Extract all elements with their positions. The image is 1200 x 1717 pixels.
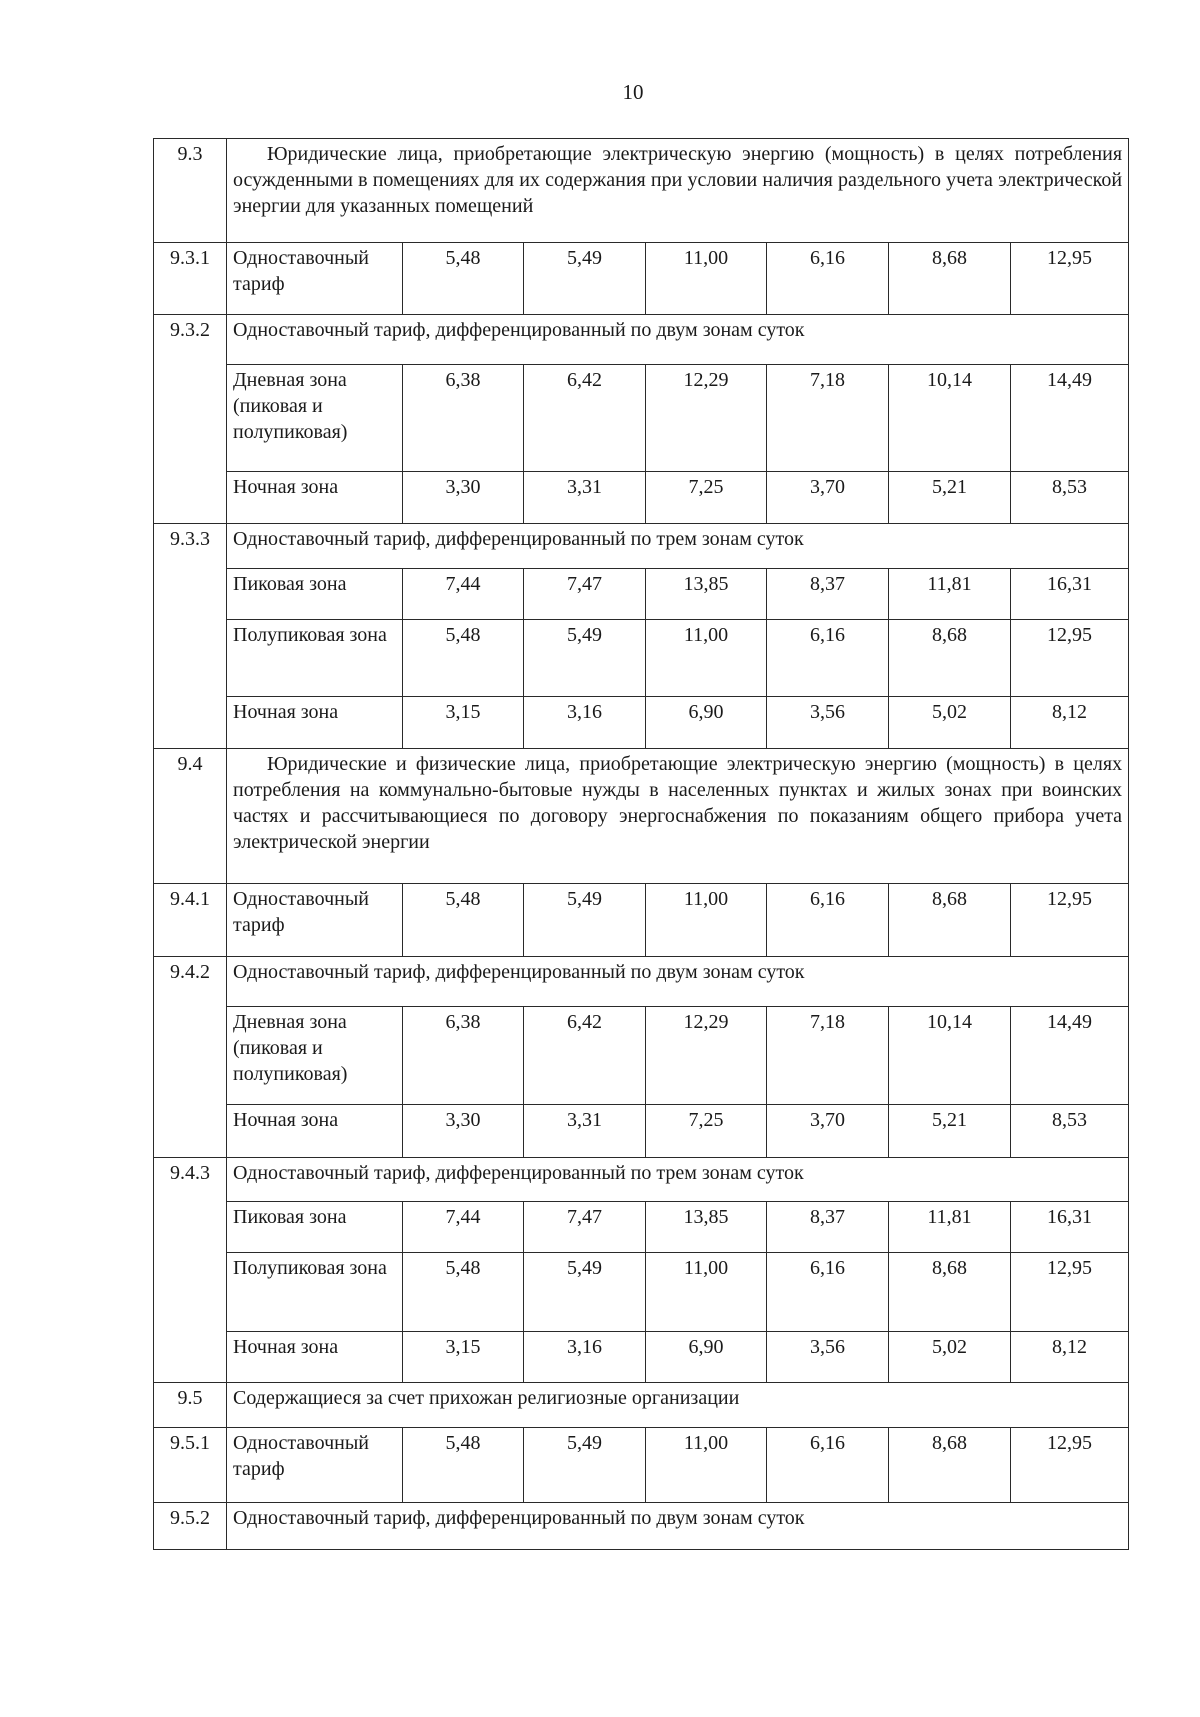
value-cell: 11,81 [889,569,1011,620]
table-row [154,697,1129,749]
value-cell: 6,16 [767,1253,889,1332]
value-cell: 5,49 [524,620,646,697]
value-cell: 8,68 [889,243,1011,315]
value-cell: 7,47 [524,1202,646,1253]
table-row [154,1202,1129,1253]
value-cell: 7,47 [524,569,646,620]
value-cell: 6,16 [767,884,889,957]
value-cell: 5,49 [524,884,646,957]
value-cell: 8,68 [889,1253,1011,1332]
row-code: 9.3.2 [154,315,227,524]
value-cell: 8,37 [767,1202,889,1253]
subheading-row [154,957,1129,1007]
value-cell: 5,49 [524,243,646,315]
table-row [154,1332,1129,1383]
row-label: Ночная зона [227,472,403,524]
value-cell: 10,14 [889,365,1011,472]
value-cell: 11,81 [889,1202,1011,1253]
value-cell: 6,16 [767,1428,889,1503]
value-cell: 5,49 [524,1428,646,1503]
section-title: Юридические лица, приобретающие электрическую энергию (мощность) в целях потребления осужденными в помещениях для их содержания при условии наличия раздельного учета электрической энергии для указанных помещений [227,139,1129,243]
value-cell: 11,00 [646,620,767,697]
value-cell: 11,00 [646,243,767,315]
value-cell: 3,16 [524,697,646,749]
value-cell: 11,00 [646,884,767,957]
row-label: Пиковая зона [227,1202,403,1253]
value-cell: 16,31 [1011,569,1129,620]
value-cell: 3,30 [403,472,524,524]
value-cell: 6,16 [767,620,889,697]
row-label: Пиковая зона [227,569,403,620]
table-row [154,1253,1129,1332]
table-row [154,472,1129,524]
value-cell: 6,42 [524,1007,646,1105]
table-row [154,1105,1129,1158]
value-cell: 3,31 [524,1105,646,1158]
value-cell: 3,70 [767,472,889,524]
row-label: Полупиковая зона [227,620,403,697]
value-cell: 6,90 [646,1332,767,1383]
value-cell: 12,95 [1011,243,1129,315]
page-number: 10 [622,80,644,104]
table-row [154,1428,1129,1503]
value-cell: 3,16 [524,1332,646,1383]
value-cell: 6,38 [403,1007,524,1105]
value-cell: 3,56 [767,697,889,749]
value-cell: 5,21 [889,472,1011,524]
value-cell: 8,53 [1011,1105,1129,1158]
value-cell: 8,68 [889,884,1011,957]
value-cell: 3,15 [403,1332,524,1383]
value-cell: 5,48 [403,1253,524,1332]
value-cell: 3,70 [767,1105,889,1158]
subheading: Одноставочный тариф, дифференцированный по двум зонам суток [227,957,1129,1007]
value-cell: 12,29 [646,365,767,472]
section-title: Содержащиеся за счет прихожан религиозные организации [227,1383,1129,1428]
value-cell: 11,00 [646,1253,767,1332]
value-cell: 7,18 [767,1007,889,1105]
subheading: Одноставочный тариф, дифференцированный по двум зонам суток [227,1503,1129,1550]
row-code: 9.4.1 [154,884,227,957]
row-label: Ночная зона [227,1105,403,1158]
subheading-row [154,315,1129,365]
value-cell: 13,85 [646,569,767,620]
value-cell: 5,48 [403,243,524,315]
row-code: 9.3.1 [154,243,227,315]
row-label: Ночная зона [227,697,403,749]
value-cell: 7,25 [646,472,767,524]
tariff-table [153,138,1129,1550]
subheading: Одноставочный тариф, дифференцированный по трем зонам суток [227,1158,1129,1202]
section-header-row [154,1383,1129,1428]
subheading: Одноставочный тариф, дифференцированный по двум зонам суток [227,315,1129,365]
value-cell: 12,95 [1011,620,1129,697]
row-code: 9.4.3 [154,1158,227,1383]
subheading-row [154,524,1129,569]
value-cell: 11,00 [646,1428,767,1503]
value-cell: 3,56 [767,1332,889,1383]
value-cell: 5,48 [403,620,524,697]
section-title: Юридические и физические лица, приобретающие электрическую энергию (мощность) в целях потребления на коммунально-бытовые нужды в населенных пунктах и жилых зонах при воинских частях и рассчитывающиеся по договору энергоснабжения по показаниям общего прибора учета электрической энергии [227,749,1129,884]
value-cell: 10,14 [889,1007,1011,1105]
value-cell: 3,30 [403,1105,524,1158]
row-label: Ночная зона [227,1332,403,1383]
value-cell: 5,49 [524,1253,646,1332]
value-cell: 12,95 [1011,1253,1129,1332]
value-cell: 7,44 [403,569,524,620]
value-cell: 14,49 [1011,365,1129,472]
value-cell: 5,21 [889,1105,1011,1158]
value-cell: 6,90 [646,697,767,749]
section-header-row [154,139,1129,243]
value-cell: 8,53 [1011,472,1129,524]
value-cell: 12,95 [1011,884,1129,957]
value-cell: 6,16 [767,243,889,315]
value-cell: 5,02 [889,697,1011,749]
value-cell: 8,68 [889,1428,1011,1503]
value-cell: 8,68 [889,620,1011,697]
value-cell: 8,12 [1011,697,1129,749]
value-cell: 5,48 [403,884,524,957]
row-code: 9.3.3 [154,524,227,749]
row-label: Одноставочный тариф [227,243,403,315]
row-code: 9.5.2 [154,1503,227,1550]
table-row [154,243,1129,315]
value-cell: 3,15 [403,697,524,749]
value-cell: 7,18 [767,365,889,472]
row-label: Дневная зона (пиковая и полупиковая) [227,1007,403,1105]
value-cell: 6,42 [524,365,646,472]
value-cell: 6,38 [403,365,524,472]
table-row [154,365,1129,472]
value-cell: 14,49 [1011,1007,1129,1105]
table-row [154,569,1129,620]
row-code: 9.3 [154,139,227,243]
subheading-row [154,1503,1129,1550]
value-cell: 3,31 [524,472,646,524]
value-cell: 7,25 [646,1105,767,1158]
row-label: Одноставочный тариф [227,1428,403,1503]
value-cell: 5,02 [889,1332,1011,1383]
value-cell: 8,12 [1011,1332,1129,1383]
value-cell: 12,29 [646,1007,767,1105]
value-cell: 16,31 [1011,1202,1129,1253]
subheading-row [154,1158,1129,1202]
value-cell: 5,48 [403,1428,524,1503]
row-code: 9.5.1 [154,1428,227,1503]
row-code: 9.5 [154,1383,227,1428]
value-cell: 12,95 [1011,1428,1129,1503]
row-code: 9.4.2 [154,957,227,1158]
table-row [154,1007,1129,1105]
value-cell: 8,37 [767,569,889,620]
row-label: Одноставочный тариф [227,884,403,957]
row-label: Полупиковая зона [227,1253,403,1332]
subheading: Одноставочный тариф, дифференцированный по трем зонам суток [227,524,1129,569]
value-cell: 7,44 [403,1202,524,1253]
section-header-row [154,749,1129,884]
value-cell: 13,85 [646,1202,767,1253]
row-code: 9.4 [154,749,227,884]
row-label: Дневная зона (пиковая и полупиковая) [227,365,403,472]
table-row [154,884,1129,957]
table-row [154,620,1129,697]
